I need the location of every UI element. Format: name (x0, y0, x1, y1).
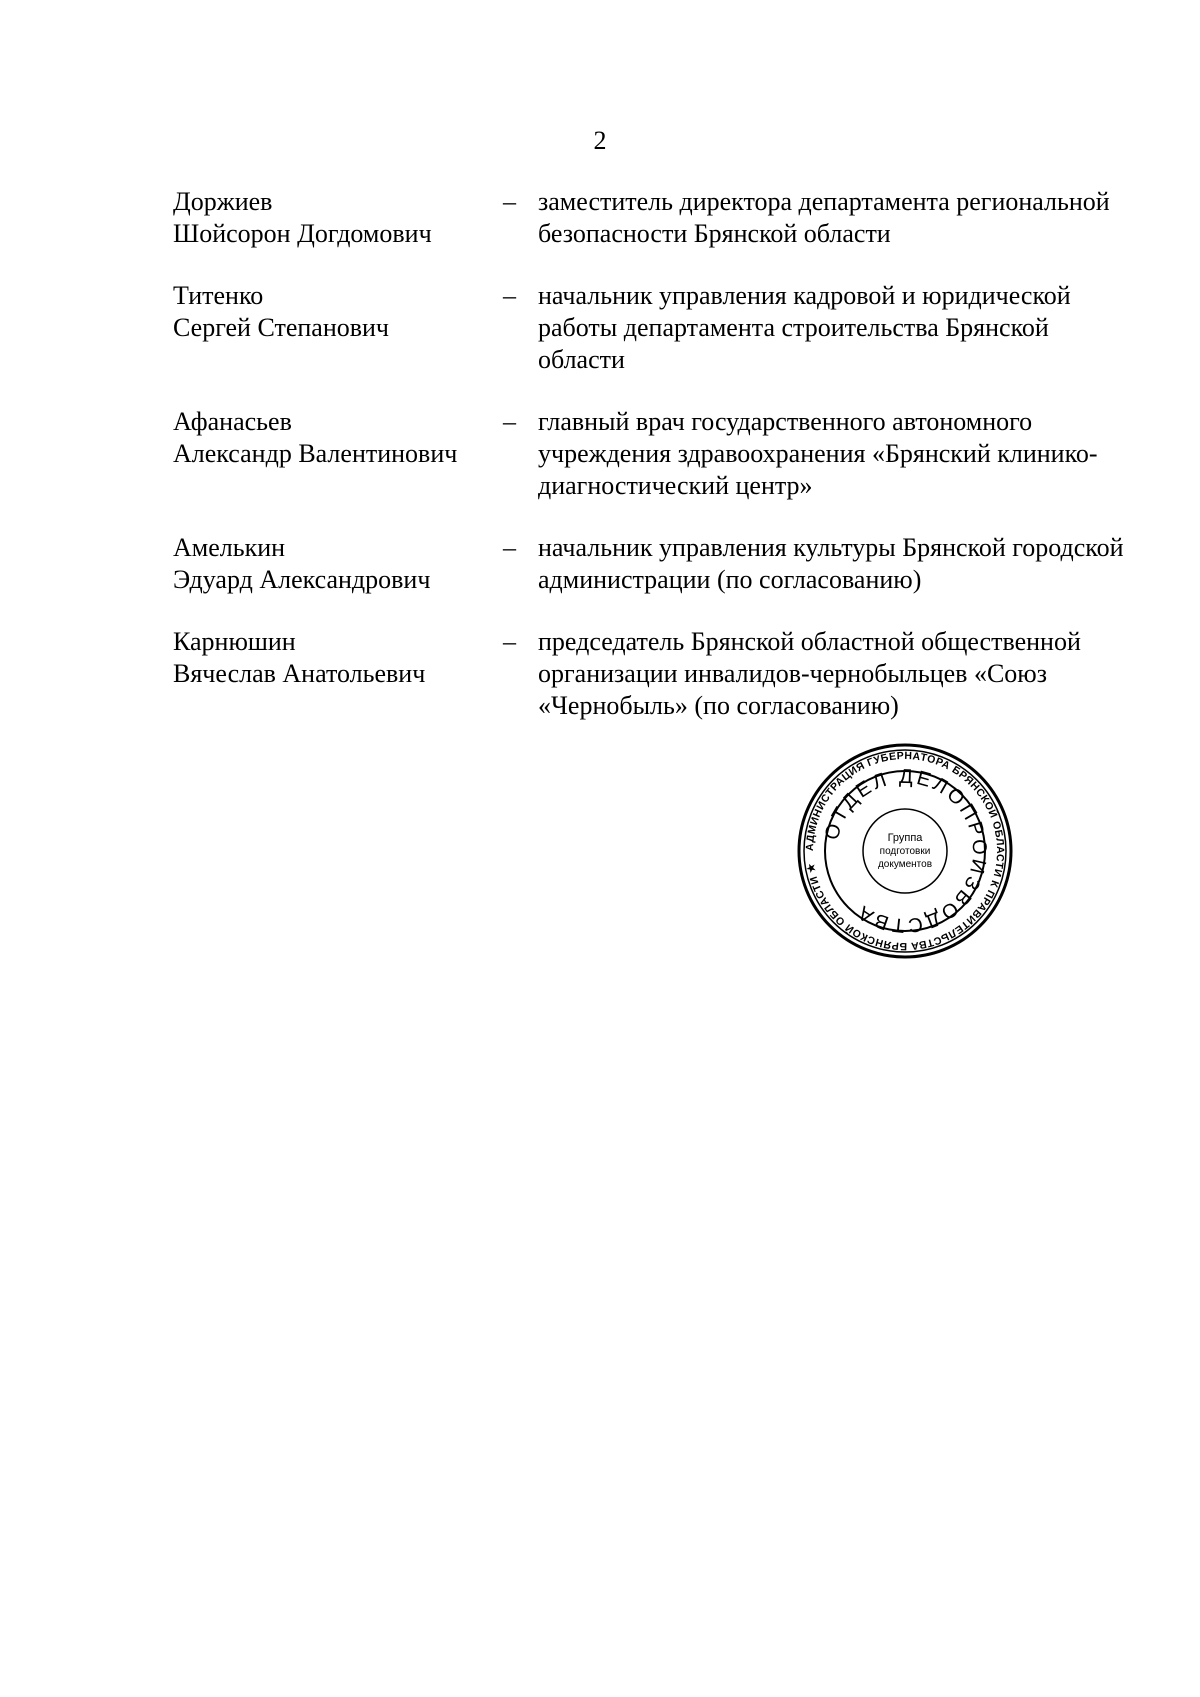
list-item (173, 532, 1133, 596)
list-item (173, 186, 1133, 250)
member-given-name: Вячеслав Анатольевич (173, 659, 426, 688)
stamp-center-line2: подготовки (879, 846, 931, 857)
dash: – (503, 187, 516, 216)
list-item (173, 406, 1133, 502)
members-list (173, 186, 1133, 752)
member-surname: Карнюшин (173, 627, 296, 656)
member-surname: Афанасьев (173, 407, 292, 436)
member-name (173, 626, 503, 722)
member-given-name: Сергей Степанович (173, 313, 390, 342)
member-given-name: Эдуард Александрович (173, 565, 431, 594)
dash: – (503, 281, 516, 310)
member-given-name: Шойсорон Догдомович (173, 219, 432, 248)
member-role: главный врач государственного автономного учреждения здравоохранения «Брянский клинико-диагностический центр» (538, 407, 1098, 500)
page-number: 2 (593, 126, 607, 155)
stamp-outer-text: АДМИНИСТРАЦИЯ ГУБЕРНАТОРА БРЯНСКОЙ ОБЛАСТИ К ПРАВИТЕЛЬСТВА БРЯНСКОЙ ОБЛАСТИ ★ (803, 749, 1007, 953)
stamp-middle-text: ОТДЕЛ ДЕЛОПРОИЗВОДСТВА (820, 765, 991, 937)
member-given-name: Александр Валентинович (173, 439, 458, 468)
member-surname: Доржиев (173, 187, 273, 216)
dash: – (503, 407, 516, 436)
member-role: председатель Брянской областной общественной организации инвалидов-чернобыльцев «Союз «Чернобыль» (по согласованию) (538, 627, 1081, 720)
member-role: начальник управления культуры Брянской городской администрации (по согласованию) (538, 533, 1124, 594)
official-stamp (795, 741, 1015, 961)
member-role: начальник управления кадровой и юридической работы департамента строительства Брянской области (538, 281, 1071, 374)
member-name (173, 406, 503, 502)
list-item (173, 280, 1133, 376)
member-name (173, 186, 503, 250)
list-item (173, 626, 1133, 722)
member-name (173, 532, 503, 596)
member-role: заместитель директора департамента региональной безопасности Брянской области (538, 187, 1110, 248)
member-surname: Титенко (173, 281, 264, 310)
dash: – (503, 533, 516, 562)
member-name (173, 280, 503, 376)
member-surname: Амелькин (173, 533, 286, 562)
stamp-center-line1: Группа (887, 832, 923, 844)
dash: – (503, 627, 516, 656)
stamp-center-line3: документов (877, 859, 933, 870)
